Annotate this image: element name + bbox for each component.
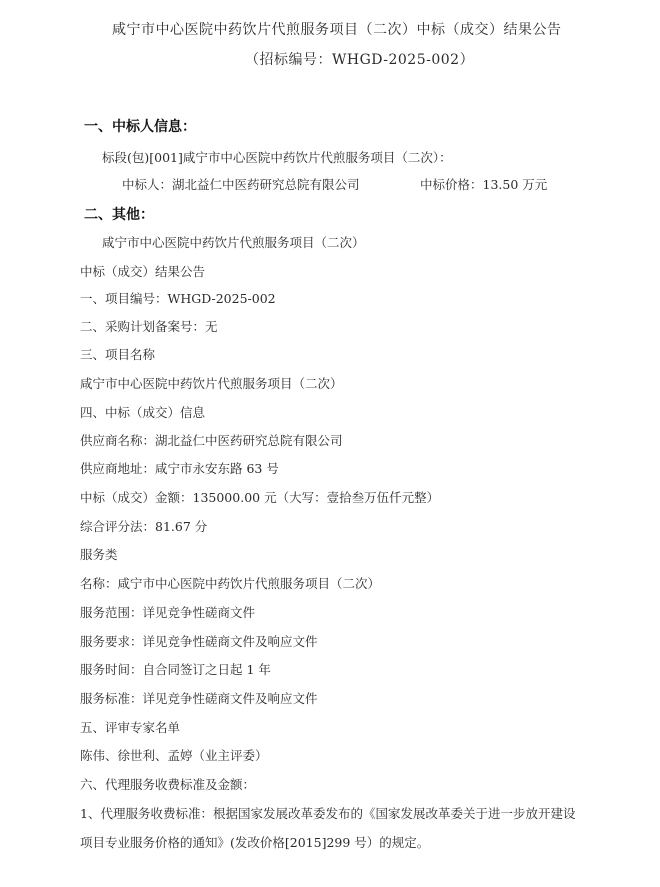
body-line: 供应商名称：湖北益仁中医药研究总院有限公司: [80, 433, 343, 448]
body-line: 综合评分法：81.67 分: [80, 519, 208, 534]
body-line: 服务要求：详见竞争性磋商文件及响应文件: [80, 634, 318, 649]
body-line: 1、代理服务收费标准：根据国家发展改革委发布的《国家发展改革委关于进一步放开建设: [80, 806, 576, 821]
body-line: 六、代理服务收费标准及金额：: [80, 777, 256, 792]
body-line: 陈伟、徐世利、孟婷（业主评委）: [80, 748, 268, 763]
winner-price: 中标价格：13.50 万元: [420, 177, 548, 192]
body-line: 二、采购计划备案号：无: [80, 319, 218, 334]
tender-number: （招标编号：WHGD-2025-002）: [245, 52, 475, 68]
body-line: 供应商地址：咸宁市永安东路 63 号: [80, 461, 279, 476]
body-line: 服务类: [80, 547, 118, 562]
body-line: 中标（成交）结果公告: [80, 264, 206, 279]
body-line: 咸宁市中心医院中药饮片代煎服务项目（二次）: [80, 376, 343, 391]
section-heading-winner: 一、中标人信息：: [84, 119, 196, 135]
page-title: 咸宁市中心医院中药饮片代煎服务项目（二次）中标（成交）结果公告: [112, 22, 562, 38]
body-line: 服务标准：详见竞争性磋商文件及响应文件: [80, 691, 318, 706]
body-line: 项目专业服务价格的通知》(发改价格[2015]299 号）的规定。: [80, 835, 430, 850]
body-line: 五、评审专家名单: [80, 720, 181, 735]
section-heading-other: 二、其他：: [84, 207, 154, 223]
body-line: 四、中标（成交）信息: [80, 405, 206, 420]
body-line: 三、项目名称: [80, 347, 156, 362]
body-line: 咸宁市中心医院中药饮片代煎服务项目（二次）: [102, 235, 365, 250]
body-line: 服务时间：自合同签订之日起 1 年: [80, 662, 271, 677]
body-line: 服务范围：详见竞争性磋商文件: [80, 605, 256, 620]
lot-line: 标段(包)[001]咸宁市中心医院中药饮片代煎服务项目（二次）：: [102, 150, 452, 165]
body-line: 一、项目编号：WHGD-2025-002: [80, 291, 276, 306]
body-line: 名称：咸宁市中心医院中药饮片代煎服务项目（二次）: [80, 576, 381, 591]
winner-name: 中标人：湖北益仁中医药研究总院有限公司: [122, 177, 360, 192]
body-line: 中标（成交）金额：135000.00 元（大写：壹拾叁万伍仟元整）: [80, 490, 440, 505]
